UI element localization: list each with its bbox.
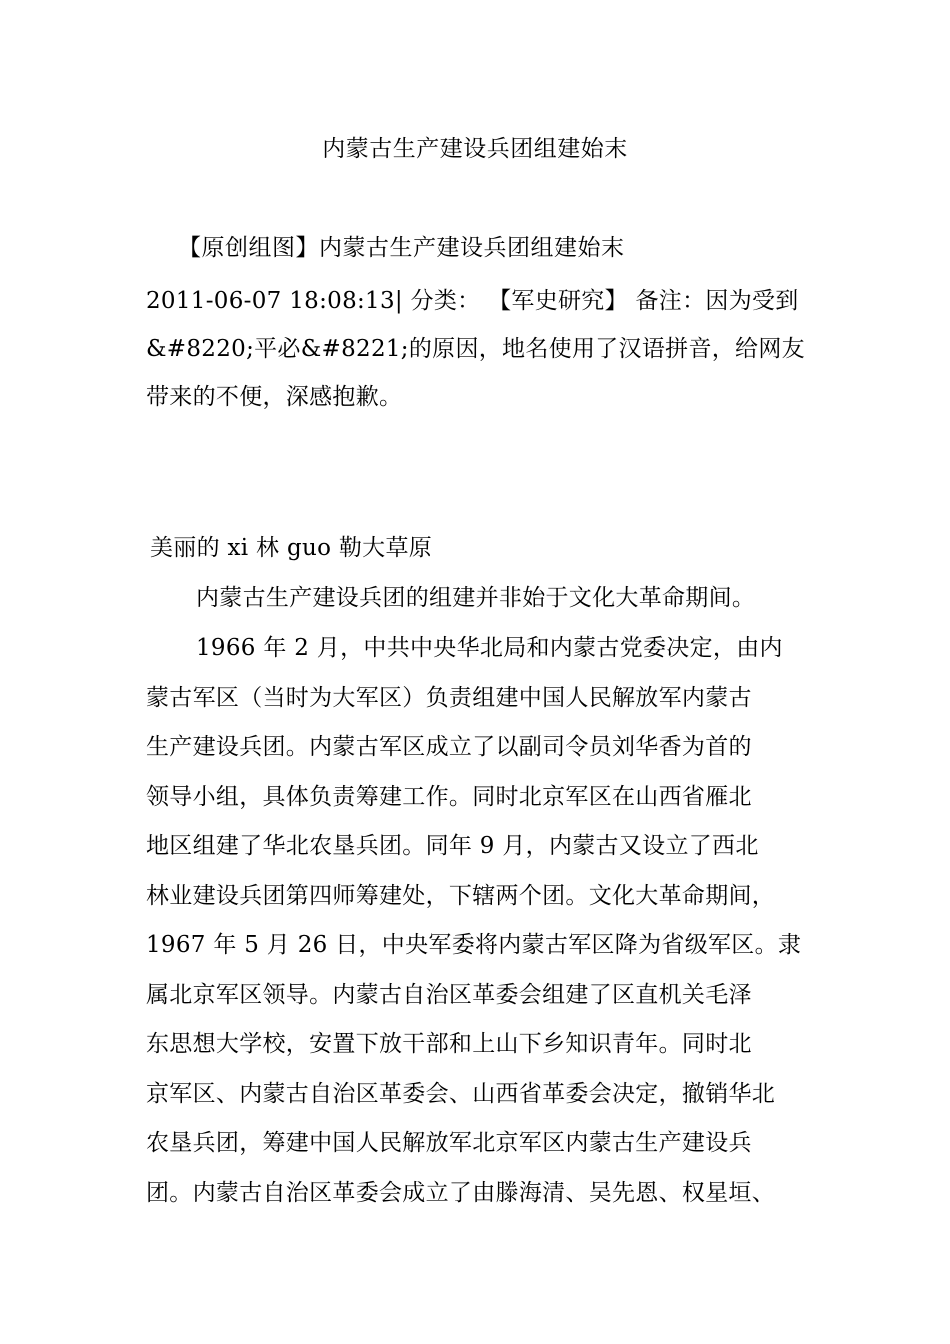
meta-line: &#8220;平必&#8221;的原因，地名使用了汉语拼音，给网友 bbox=[146, 336, 805, 362]
paragraph-line: 京军区、内蒙古自治区革委会、山西省革委会决定，撤销华北 bbox=[146, 1081, 776, 1107]
paragraph-line: 生产建设兵团。内蒙古军区成立了以副司令员刘华香为首的 bbox=[146, 734, 752, 760]
meta-line: 2011-06-07 18:08:13| 分类： 【军史研究】 备注：因为受到 bbox=[146, 288, 799, 314]
article-subtitle: 【原创组图】内蒙古生产建设兵团组建始末 bbox=[178, 235, 625, 261]
paragraph-line: 地区组建了华北农垦兵团。同年 9 月，内蒙古又设立了西北 bbox=[146, 833, 759, 859]
paragraph-line: 领导小组，具体负责筹建工作。同时北京军区在山西省雁北 bbox=[146, 784, 752, 810]
paragraph-line: 1967 年 5 月 26 日，中央军委将内蒙古军区降为省级军区。隶 bbox=[146, 932, 802, 958]
paragraph-line: 蒙古军区（当时为大军区）负责组建中国人民解放军内蒙古 bbox=[146, 685, 752, 711]
document-title: 内蒙古生产建设兵团组建始末 bbox=[322, 136, 628, 162]
image-caption: 美丽的 xi 林 guo 勒大草原 bbox=[150, 535, 433, 561]
paragraph-line: 林业建设兵团第四师筹建处，下辖两个团。文化大革命期间， bbox=[146, 883, 776, 909]
paragraph-line: 团。内蒙古自治区革委会成立了由滕海清、吴先恩、权星垣、 bbox=[146, 1180, 776, 1206]
paragraph-line: 内蒙古生产建设兵团的组建并非始于文化大革命期间。 bbox=[196, 585, 756, 611]
paragraph-line: 东思想大学校，安置下放干部和上山下乡知识青年。同时北 bbox=[146, 1031, 752, 1057]
meta-line: 带来的不便，深感抱歉。 bbox=[146, 384, 403, 410]
paragraph-line: 1966 年 2 月，中共中央华北局和内蒙古党委决定，由内 bbox=[196, 635, 783, 661]
paragraph-line: 属北京军区领导。内蒙古自治区革委会组建了区直机关毛泽 bbox=[146, 982, 752, 1008]
paragraph-line: 农垦兵团，筹建中国人民解放军北京军区内蒙古生产建设兵 bbox=[146, 1130, 752, 1156]
